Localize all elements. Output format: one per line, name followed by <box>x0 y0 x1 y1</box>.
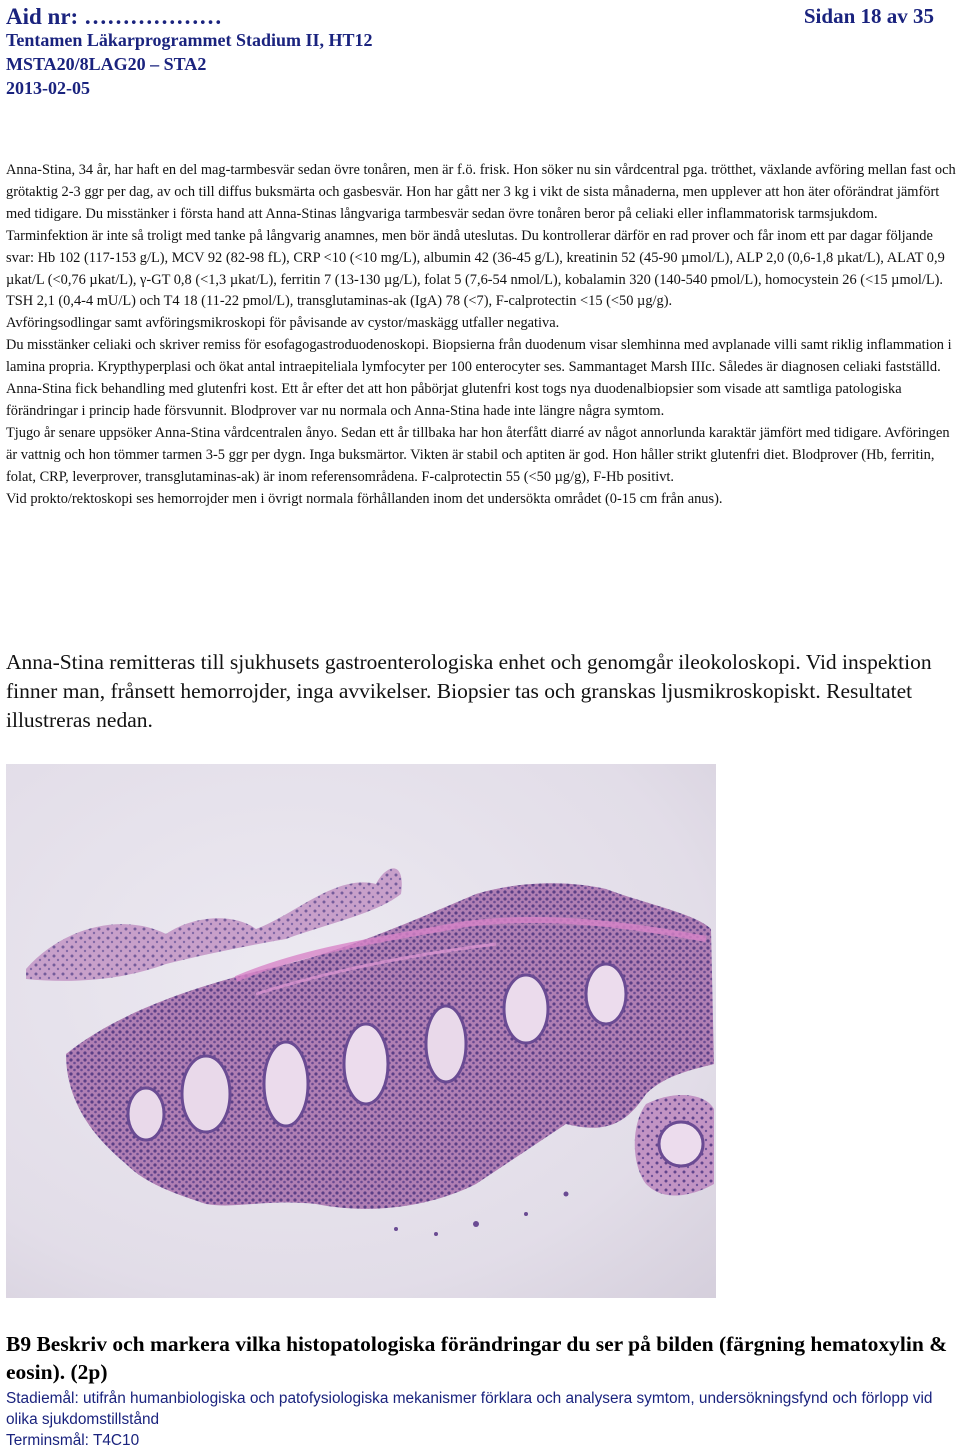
exam-date: 2013-02-05 <box>6 78 90 98</box>
case-paragraph: Vid prokto/rektoskopi ses hemorrojder men i övrigt normala förhållanden inom det undersökta området (0-15 cm från anus). <box>6 490 723 507</box>
case-paragraph: Anna-Stina fick behandling med glutenfri kost. Ett år efter det att hon påbörjat glutenfri kost togs nya duodenalbiopsier som visade att samtliga patologiska förändringar i princip hade försvunnit. Blodprover var nu normala och Anna-Stina hade inte längre några symtom. <box>6 381 902 419</box>
histology-micrograph <box>6 764 716 1298</box>
stage-goal: Stadiemål: utifrån humanbiologiska och patofysiologiska mekanismer förklara och analysera symtom, undersökningsfynd och förlopp vid olika sjukdomstillstånd <box>6 1390 933 1428</box>
case-paragraph: Anna-Stina, 34 år, har haft en del mag-tarmbesvär sedan övre tonåren, men är f.ö. frisk. Hon söker nu sin vårdcentral pga. trötthet, växlande avföring mellan fast och grötaktig 2-3 ggr per dag, av och till diffus buksmärta och gasbesvär. Hon har gått ner 3 kg i vikt de sista månaderna, men upplever att hon äter oförändrat jämfört med tidigare. Du misstänker i första hand att Anna-Stinas långvariga tarmbesvär sedan övre tonåren beror på celiaki eller inflammatorisk tarmsjukdom. Tarminfektion är inte så troligt med tanke på långvarig anamnes, men bör ändå uteslutas. Du kontrollerar därför en rad prover och får inom ett par dagar följande svar: Hb 102 (117-153 g/L), MCV 92 (82-98 fL), CRP <10 (<10 mg/L), albumin 42 (36-45 g/L), kreatinin 52 (45-90 µmol/L), ALP 2,0 (0,6-1,8 µkat/L), ALAT 0,9 µkat/L (<0,76 µkat/L), γ-GT 0,8 (<1,3 µkat/L), ferritin 7 (13-130 µg/L), folat 5 (7,6-54 nmol/L), kobalamin 320 (140-540 pmol/L), homocystein 26 (<15 µmol/L). TSH 2,1 (0,4-4 mU/L) och T4 18 (11-22 pmol/L), transglutaminas-ak (IgA) 78 (<7), F-calprotectin <15 (<50 µg/g). <box>6 162 956 310</box>
term-goal: Terminsmål: T4C10 <box>6 1432 140 1449</box>
case-paragraph: Du misstänker celiaki och skriver remiss för esofagogastroduodenoskopi. Biopsierna från duodenum visar slemhinna med avplanade villi samt riklig inflammation i lamina propria. Krypthyperplasi och ökat antal intraepiteliala lymfocyter per 100 enterocyter ses. Sammantaget Marsh IIIc. Således är diagnosen celiaki fastställd. <box>6 337 952 376</box>
case-description <box>6 160 958 511</box>
exam-title: Tentamen Läkarprogrammet Stadium II, HT12 <box>6 30 373 50</box>
case-paragraph: Tjugo år senare uppsöker Anna-Stina vårdcentralen ånyo. Sedan ett år tillbaka har hon återfått diarré av något annorlunda karaktär jämfört med tidigare. Avföringen är vattnig och hon tömmer tarmen 3-5 ggr per dygn. Inga buksmärtor. Vikten är stabil och aptiten är god. Hon håller strikt glutenfri diet. Blodprover (Hb, ferritin, folat, CRP, leverprover, transglutaminas-ak) är inom referensområdena. F-calprotectin 55 (<50 µg/g), F-Hb positivt. <box>6 424 950 485</box>
intro-paragraph: Anna-Stina remitteras till sjukhusets gastroenterologiska enhet och genomgår ileokoloskopi. Vid inspektion finner man, frånsett hemorrojder, inga avvikelser. Biopsier tas och granskas ljusmikroskopiskt. Resultatet illustreras nedan. <box>6 650 932 732</box>
micrograph-image <box>6 764 716 1298</box>
question-b9: B9 Beskriv och markera vilka histopatologiska förändringar du ser på bilden (färgning hematoxylin & eosin). (2p) <box>6 1332 948 1384</box>
page-number: Sidan 18 av 35 <box>803 4 934 28</box>
aid-number: Aid nr: ……………… <box>6 4 222 29</box>
case-paragraph: Avföringsodlingar samt avföringsmikroskopi för påvisande av cystor/maskägg utfaller negativa. <box>6 315 560 332</box>
course-code: MSTA20/8LAG20 – STA2 <box>6 54 207 74</box>
